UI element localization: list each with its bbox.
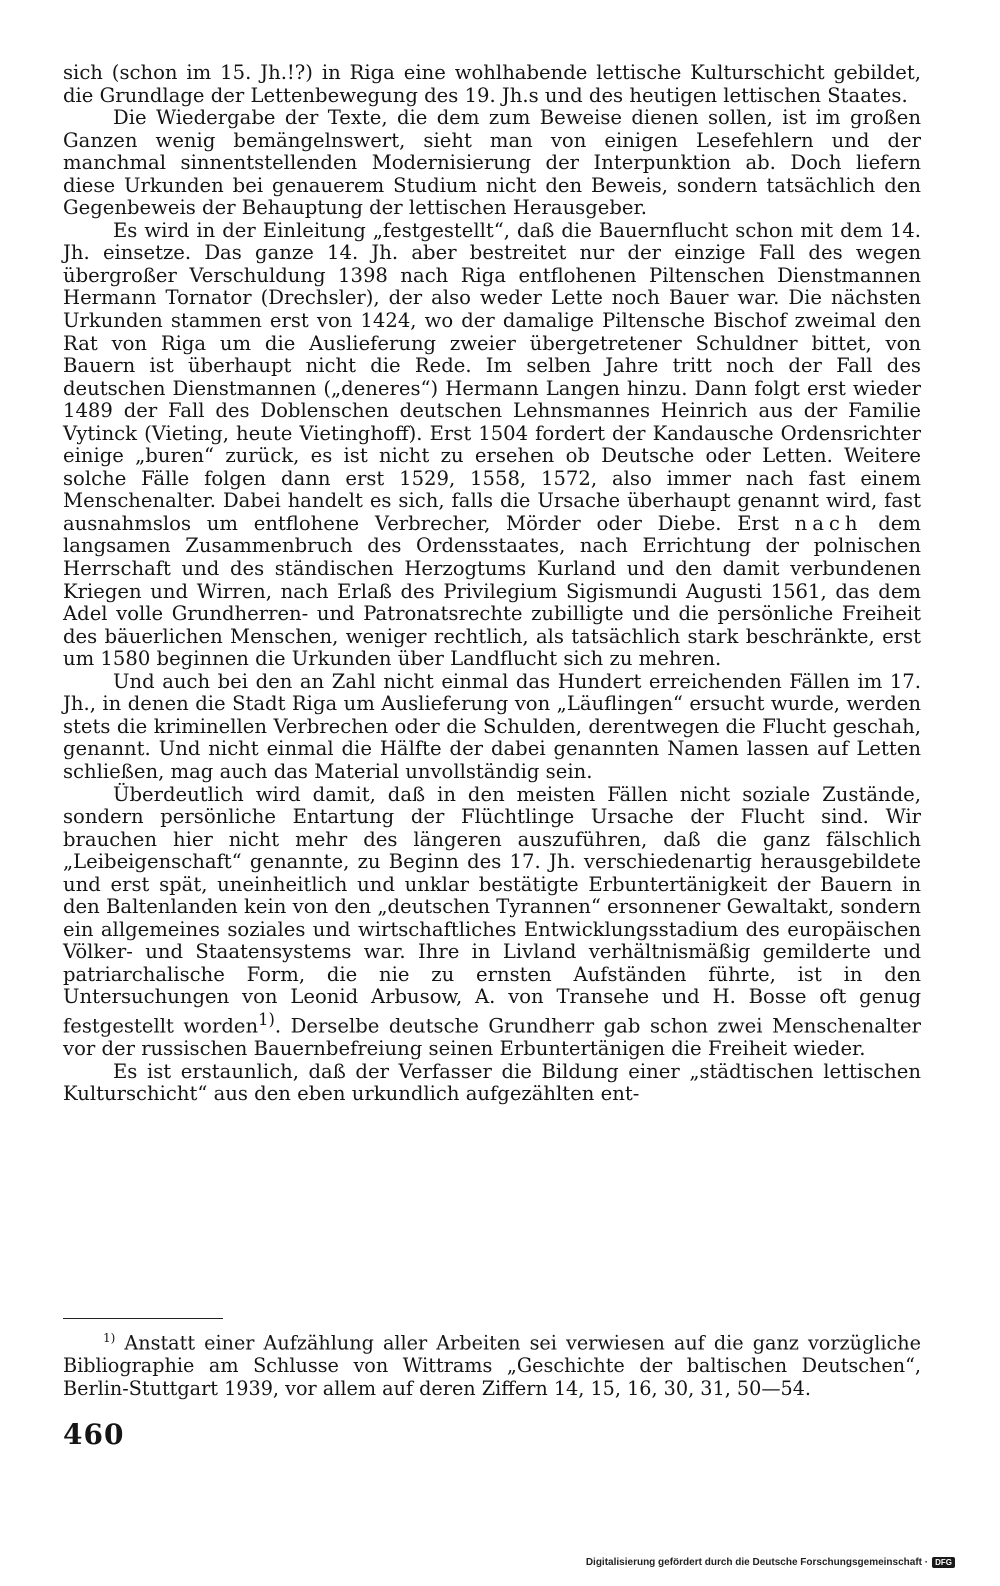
digitization-credit bbox=[586, 1557, 955, 1568]
paragraph: Überdeutlich wird damit, daß in den meisten Fällen nicht soziale Zustände, sondern persönliche Entartung der Flüchtlinge Ursache der Flucht sind. Wir brauchen hier nicht mehr des längeren auszuführen, daß die ganz fälschlich „Leibeigenschaft“ genannte, zu Beginn des 17. Jh. verschiedenartig herausgebildete und erst spät, uneinheitlich und unklar bestätigte Erbuntertänigkeit der Bauern in den Baltenlanden kein von den „deutschen Tyrannen“ ersonnener Gewaltakt, sondern ein allgemeines soziales und wirtschaftliches Entwicklungsstadium des europäischen Völker- und Staatensystems war. Ihre in Livland verhältnismäßig gemilderte und patriarchalische Form, die nie zu ernsten Aufständen führte, ist in den Untersuchungen von Leonid Arbusow, A. von Transehe und H. Bosse oft genug festgestellt worden$^{1)}$. Derselbe deutsche Grundherr gab schon zwei Menschenalter vor der russischen Bauernbefreiung seinen Erbuntertänigen die Freiheit wieder. bbox=[63, 782, 921, 1061]
paragraph: Es wird in der Einleitung „festgestellt“, daß die Bauernflucht schon mit dem 14. Jh. einsetze. Das ganze 14. Jh. aber bestreitet nur der einzige Fall des wegen übergroßer Verschuldung 1398 nach Riga entflohenen Piltenschen Dienstmannen Hermann Tornator (Drechsler), der also weder Lette noch Bauer war. Die nächsten Urkunden stammen erst von 1424, wo der damalige Piltensche Bischof zweimal den Rat von Riga um die Auslieferung zweier übergetretener Schuldner bittet, von Bauern ist überhaupt nicht die Rede. Im selben Jahre tritt noch der Fall des deutschen Dienstmannen („deneres“) Hermann Langen hinzu. Dann folgt erst wieder 1489 der Fall des Doblenschen deutschen Lehnsmannes Heinrich aus der Familie Vytinck (Vieting, heute Vietinghoff). Erst 1504 fordert der Kandausche Ordensrichter einige „buren“ zurück, es ist nicht zu ersehen ob Deutsche oder Letten. Weitere solche Fälle folgen dann erst 1529, 1558, 1572, also immer nach fast einem Menschenalter. Dabei handelt es sich, falls die Ursache überhaupt genannt wird, fast ausnahmslos um entflohene Verbrecher, Mörder oder Diebe. Erst nach dem langsamen Zusammenbruch des Ordensstaates, nach Errichtung der polnischen Herrschaft und des ständischen Herzogtums Kurland und den damit verbundenen Kriegen und Wirren, nach Erlaß des Privilegium Sigismundi Augusti 1561, das dem Adel volle Grundherren- und Patronatsrechte zubilligte und die persönliche Freiheit des bäuerlichen Menschen, weniger rechtlich, als tatsächlich stark beschränkte, erst um 1580 beginnen die Urkunden über Landflucht sich zu mehren. bbox=[63, 218, 921, 671]
footnote-divider bbox=[63, 1318, 223, 1319]
emphasized-word: nach bbox=[794, 511, 863, 535]
paragraph: Und auch bei den an Zahl nicht einmal das Hundert erreichenden Fällen im 17. Jh., in denen die Stadt Riga um Auslieferung von „Läuflingen“ ersucht wurde, werden stets die kriminellen Verbrechen oder die Schulden, derentwegen die Flucht geschah, genannt. Und nicht einmal die Hälfte der dabei genannten Namen lassen auf Letten schließen, mag auch das Material unvollständig sein. bbox=[63, 669, 921, 783]
dfg-logo-icon: DFG bbox=[932, 1557, 955, 1568]
body-text bbox=[63, 62, 921, 1106]
footnote-marker: 1) bbox=[103, 1331, 116, 1345]
paragraph: sich (schon im 15. Jh.!?) in Riga eine wohlhabende lettische Kulturschicht gebildet, die Grundlage der Lettenbewegung des 19. Jh.s und des heutigen lettischen Staates. bbox=[63, 61, 921, 107]
credit-text: Digitalisierung gefördert durch die Deutsche Forschungsgemeinschaft · bbox=[585, 1557, 929, 1568]
footnote bbox=[63, 1327, 921, 1400]
footnote-text: Anstatt einer Aufzählung aller Arbeiten sei verwiesen auf die ganz vorzügliche Bibliographie am Schlusse von Wittrams „Geschichte der baltischen Deutschen“, Berlin-Stuttgart 1939, vor allem auf deren Ziffern 14, 15, 16, 30, 31, 50—54. bbox=[63, 1331, 921, 1400]
paragraph: Es ist erstaunlich, daß der Verfasser die Bildung einer „städtischen lettischen Kulturschicht“ aus den eben urkundlich aufgezählten ent- bbox=[63, 1059, 921, 1106]
page-number: 460 bbox=[63, 1418, 125, 1451]
footnote-reference: 1) bbox=[258, 1009, 275, 1029]
paragraph: Die Wiedergabe der Texte, die dem zum Beweise dienen sollen, ist im großen Ganzen wenig bemängelnswert, sieht man von einigen Lesefehlern und der manchmal sinnentstellenden Modernisierung der Interpunktion ab. Doch liefern diese Urkunden bei genauerem Studium nicht den Beweis, sondern tatsächlich den Gegenbeweis der Behauptung der lettischen Herausgeber. bbox=[63, 106, 921, 220]
